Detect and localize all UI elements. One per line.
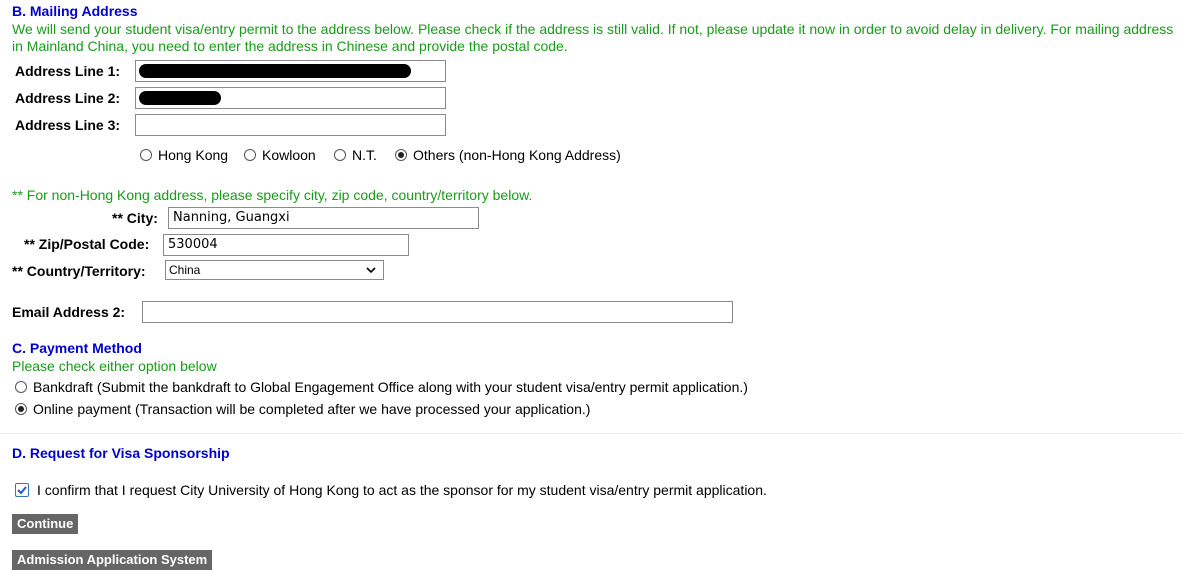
payment-option-online[interactable]: Online payment (Transaction will be completed after we have processed your application.)	[15, 401, 590, 417]
region-radio[interactable]	[334, 149, 346, 161]
payment-radio-selected[interactable]	[15, 403, 27, 415]
address-line-2-input[interactable]	[135, 87, 446, 109]
country-label: ** Country/Territory:	[12, 263, 146, 279]
region-option-kowloon[interactable]: Kowloon	[244, 147, 316, 163]
redacted-text	[139, 91, 221, 105]
payment-method-note: Please check either option below	[12, 358, 217, 374]
region-radio[interactable]	[140, 149, 152, 161]
city-label: ** City:	[112, 210, 158, 226]
region-option-nt[interactable]: N.T.	[334, 147, 377, 163]
address-line-2-label: Address Line 2:	[15, 90, 121, 106]
country-select[interactable]: China	[165, 260, 384, 280]
zip-code-input[interactable]: 530004	[163, 234, 409, 256]
address-line-1-input[interactable]	[135, 60, 446, 82]
sponsor-confirm-checkbox[interactable]	[15, 483, 29, 497]
redacted-text	[139, 64, 411, 78]
mailing-address-note: We will send your student visa/entry permit to the address below. Please check if the address is still valid. If not, please update it now in order to avoid delay in delivery. For mailing address in Mainland China, you need to enter the address in Chinese and provide the postal code.	[12, 21, 1174, 54]
email-address-2-input[interactable]	[142, 301, 733, 323]
mailing-address-heading: B. Mailing Address	[12, 3, 138, 19]
non-hk-address-note: ** For non-Hong Kong address, please specify city, zip code, country/territory below.	[12, 187, 533, 203]
visa-sponsorship-heading: D. Request for Visa Sponsorship	[12, 445, 230, 461]
sponsor-confirm-label: I confirm that I request City University of Hong Kong to act as the sponsor for my student visa/entry permit application.	[37, 482, 767, 498]
region-radio-selected[interactable]	[395, 149, 407, 161]
continue-button[interactable]: Continue	[12, 514, 78, 534]
checkmark-icon	[16, 484, 28, 496]
address-line-3-input[interactable]	[135, 114, 446, 136]
email-address-2-label: Email Address 2:	[12, 304, 126, 320]
zip-code-label: ** Zip/Postal Code:	[24, 236, 150, 252]
admission-application-system-button[interactable]: Admission Application System	[12, 550, 212, 570]
payment-method-heading: C. Payment Method	[12, 340, 142, 356]
section-divider	[0, 433, 1183, 434]
payment-option-bankdraft[interactable]: Bankdraft (Submit the bankdraft to Global Engagement Office along with your student visa/entry permit application.)	[15, 379, 748, 395]
chevron-down-icon	[365, 264, 377, 276]
region-option-others[interactable]: Others (non-Hong Kong Address)	[395, 147, 621, 163]
payment-radio[interactable]	[15, 381, 27, 393]
region-radio[interactable]	[244, 149, 256, 161]
city-input[interactable]: Nanning, Guangxi	[168, 207, 479, 229]
region-option-hong-kong[interactable]: Hong Kong	[140, 147, 228, 163]
address-line-3-label: Address Line 3:	[15, 117, 121, 133]
address-line-1-label: Address Line 1:	[15, 63, 121, 79]
